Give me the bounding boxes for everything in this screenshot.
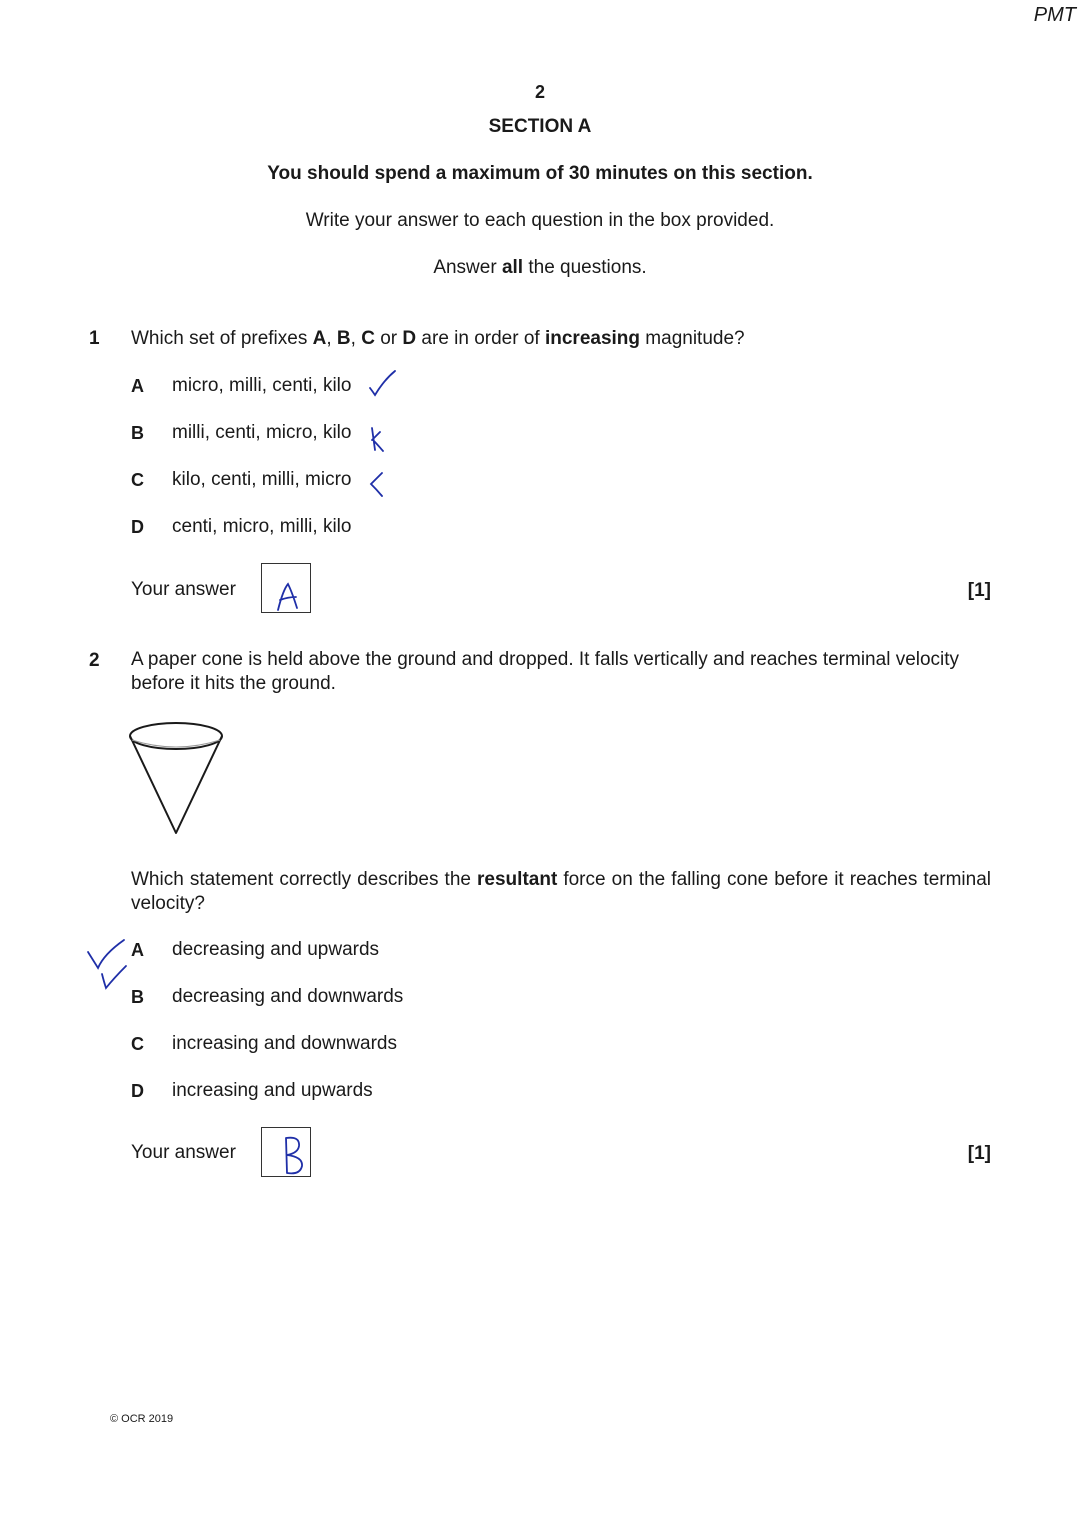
q2-option-c-text: increasing and downwards [172, 1033, 397, 1054]
q2-option-b-text: decreasing and downwards [172, 986, 404, 1007]
question-1-stem: Which set of prefixes A, B, C or D are in order of increasing magnitude? [131, 328, 745, 349]
q2-option-d-letter: D [131, 1081, 144, 1101]
q2-option-b-letter: B [131, 987, 144, 1007]
q1-option-c-text: kilo, centi, milli, micro [172, 469, 352, 490]
q2-a-tick-icon [84, 938, 130, 994]
q2-option-d-text: increasing and upwards [172, 1080, 373, 1101]
page-number: 2 [534, 82, 545, 102]
q2-your-answer-label: Your answer [131, 1142, 236, 1163]
question-2-number: 2 [89, 650, 100, 671]
q1-c-cross-icon [366, 470, 388, 500]
copyright-footer: © OCR 2019 [110, 1413, 174, 1425]
q1-marks: [1] [967, 580, 991, 601]
q1-a-tick-icon [366, 368, 398, 398]
write-answer-instruction: Write your answer to each question in the box provided. [305, 210, 775, 231]
q1-option-b-text: milli, centi, micro, kilo [172, 422, 352, 443]
question-2-stem: A paper cone is held above the ground and dropped. It falls vertically and reaches terminal velocity before it hits the ground. [131, 649, 960, 694]
section-title: SECTION A [488, 116, 592, 137]
q2-marks: [1] [967, 1143, 991, 1164]
q1-option-a-text: micro, milli, centi, kilo [172, 375, 352, 396]
q1-option-b-letter: B [131, 423, 144, 443]
answer-all-instruction: Answer all the questions. [433, 257, 647, 278]
q1-b-cross-icon [366, 424, 386, 454]
question-1-number: 1 [89, 328, 100, 349]
q1-option-d-text: centi, micro, milli, kilo [172, 516, 352, 537]
q1-answer-box[interactable] [261, 563, 311, 613]
q1-option-c-letter: C [131, 470, 144, 490]
corner-tag: PMT [1033, 4, 1076, 26]
q2-answer-box[interactable] [261, 1127, 311, 1177]
q2-option-c-letter: C [131, 1034, 144, 1054]
q2-option-a-letter: A [131, 940, 144, 960]
q2-option-a-text: decreasing and upwards [172, 939, 380, 960]
q1-handwritten-answer-icon [262, 564, 312, 614]
question-2-question: Which statement correctly describes the resultant force on the falling cone before it reaches terminal velocity? [131, 869, 991, 914]
q2-handwritten-answer-icon [262, 1128, 312, 1178]
paper-cone-figure [128, 718, 228, 836]
q1-your-answer-label: Your answer [131, 579, 236, 600]
time-limit-instruction: You should spend a maximum of 30 minutes on this section. [267, 163, 813, 184]
q1-option-a-letter: A [131, 376, 144, 396]
q1-option-d-letter: D [131, 517, 144, 537]
